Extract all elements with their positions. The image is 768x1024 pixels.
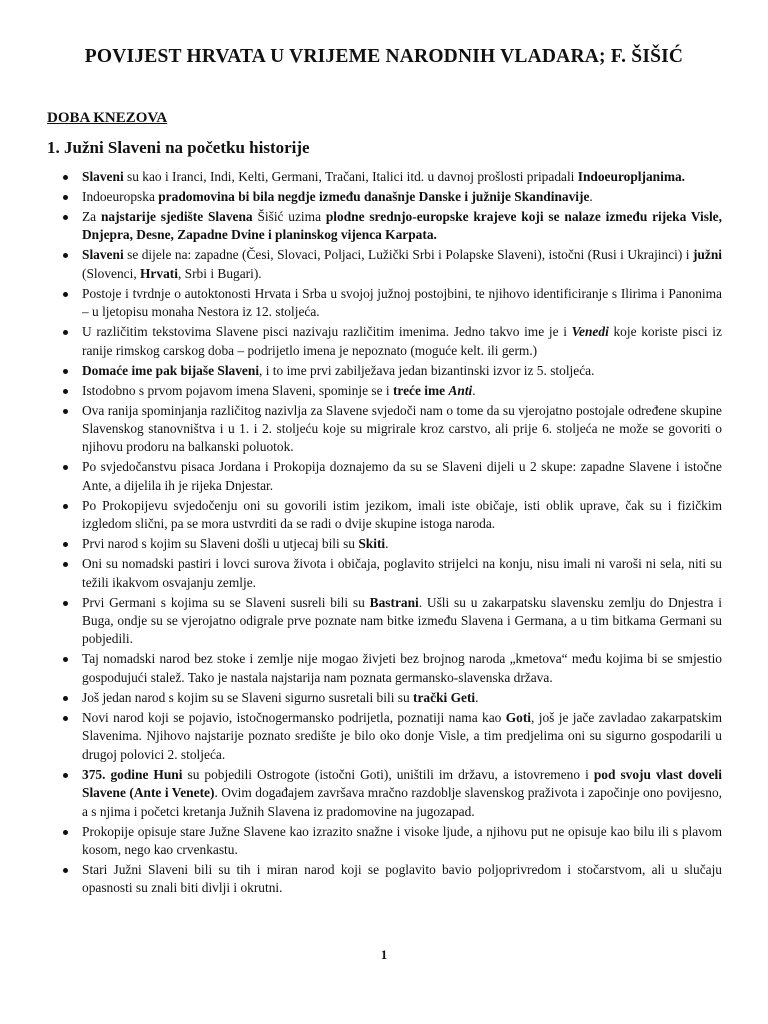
text-run: Anti [448,382,473,398]
text-run: , i to ime prvi zabilježava jedan bizantinski izvor iz 5. stoljeća. [259,362,595,378]
text-run: Za [82,209,101,224]
text-run: Slaveni [82,247,124,263]
bullet-icon [63,601,68,606]
list-item [63,402,722,457]
bullet-icon [63,696,68,701]
text-run: . Ušli su u zakarpatsku slavensku zemlju do Dnjestra i Buga, ondje su se vjerojatno odigrale prve poznate nam bitke između Slavena i Germana, a u tim bitkama Germani su pobjedili. [82,594,722,647]
list-item [63,650,722,687]
bullet-icon [63,716,68,721]
text-run: se dijele na: zapadne (Česi, Slovaci, Poljaci, Lužički Srbi i Polapske Slaveni), istočni (Rusi i Ukrajinci) i [123,247,693,263]
text-run: Po Prokopijevu svjedočenju oni su govorili istim jezikom, imali iste običaje, isti oblik uprave, čak su i fizičkim izgledom slični, pa se mora ustvrditi da se radi o dvije skupine istoga naroda. [82,497,722,532]
bullet-icon [63,504,68,509]
list-item [63,382,722,400]
list-item [63,861,722,898]
text-run: , još je jače zavladao zakarpatskim Slavenima. Njihovo najstarije poznato središte je bilo oko donje Visle, a tim predjelima oni su sigurno gospodarili u drugoj polovici 2. stoljeća. [82,709,722,762]
text-run: U različitim tekstovima Slavene pisci nazivaju različitim imenima. Jedno takvo ime je i [82,324,572,340]
text-run: plodne srednjo-europske krajeve koji se nalaze između rijeka Visle, Dnjepra, Desne, Zapadne Dvine i planinskog vijenca Karpata. [82,209,722,243]
text-run: Istodobno s prvom pojavom imena Slaveni, spominje se i [82,382,393,398]
bullet-icon [63,292,68,297]
section-heading: DOBA KNEZOVA [47,110,168,126]
text-run: Slaveni [82,169,124,184]
list-item [63,323,722,360]
text-run: koje koriste pisci iz ranije rimskog carskog doba – podrijetlo imena je nepoznato (moguće kelt. ili germ.) [82,324,722,358]
text-run: . [589,189,593,204]
text-run: treće ime [392,382,449,398]
list-item [63,362,722,380]
text-run: . [472,382,476,398]
bullet-list [63,168,722,899]
bullet-icon [63,195,68,200]
text-run: , Srbi i Bugari). [177,265,262,281]
bullet-icon [63,542,68,547]
text-run: pod svoju vlast doveli Slavene (Ante i Venete) [82,766,722,801]
bullet-icon [63,409,68,414]
list-item [63,689,722,707]
bullet-icon [63,369,68,374]
text-run: Postoje i tvrdnje o autoktonosti Hrvata i Srba u svojoj južnoj postojbini, te njihovo identificiranje s Ilirima i Panonima – u ljetopisu monaha Nestora iz 12. stoljeća. [82,285,722,320]
bullet-icon [63,830,68,835]
bullet-icon [63,773,68,778]
text-run: Venedi [571,324,609,340]
text-run: Prvi Germani s kojima su se Slaveni susreli bili su [82,594,370,610]
bullet-icon [63,657,68,662]
text-run: Šišić uzima [252,209,326,224]
text-run: su pobjedili Ostrogote (istočni Goti), uništili im državu, a istovremeno i [182,766,594,782]
text-run: . [385,536,389,552]
list-item [63,246,722,283]
text-run: trački Geti [413,689,476,705]
text-run: Po svjedočanstvu pisaca Jordana i Prokopija doznajemo da su se Slaveni dijeli u 2 skupe: zapadne Slavene i istočne Ante, a dijelila ih je rijeka Dnjestar. [82,459,722,493]
bullet-icon [63,562,68,567]
text-run: južni [692,247,722,263]
bullet-icon [63,175,68,180]
list-item [63,208,722,245]
list-item [63,766,722,821]
text-run: Novi narod koji se pojavio, istočnogermansko podrijetla, poznatiji nama kao [82,709,506,725]
text-run: Prvi narod s kojim su Slaveni došli u utjecaj bili su [82,536,359,552]
list-item [63,285,722,322]
list-item [63,555,722,592]
chapter-heading: 1. Južni Slaveni na početku historije [47,138,310,157]
bullet-icon [63,465,68,470]
text-run: Ova ranija spominjanja različitog nazivlja za Slavene svjedoči nam o tome da su vjerojatno postojale određene skupine Slavenskog stanovništva i u 1. i 2. stoljeću koje su migrirale kroz carstvo, ali prije 6. stoljeća ne može se govoriti o njihovu prodoru na balkanski poluotok. [82,402,722,455]
text-run: najstarije sjedište Slavena [100,209,253,224]
text-run: Goti [505,709,532,725]
text-run: (Slovenci, [82,265,141,281]
text-run: Bastrani [369,594,419,610]
page-number: 1 [380,947,388,962]
list-item [63,823,722,860]
text-run: Oni su nomadski pastiri i lovci surova života i običaja, poglavito strijelci na konju, nisu imali ni varoši ni sela, niti su težili ikakvom osvajanju zemlje. [82,556,722,590]
list-item [63,709,722,764]
bullet-icon [63,253,68,258]
text-run: Još jedan narod s kojim su se Slaveni sigurno susretali bili su [82,689,414,705]
text-run: Taj nomadski narod bez stoke i zemlje nije mogao živjeti bez brojnog naroda „kmetova“ među kojima bi se smjestio gospodujući stalež. Tako je nastala najstarija nam poznata germansko-slavenska država. [82,651,722,685]
list-item [63,168,722,186]
text-run: Stari Južni Slaveni bili su tih i miran narod koji se poglavito bavio poljoprivredom i stočarstvom, ali u slučaju opasnosti su znali biti divlji i okrutni. [82,861,722,896]
text-run: . Ovim događajem završava mračno razdoblje slavenskog praživota i započinje ono povijesno, a s njima i početci kretanja Južnih Slavena iz pradomovine na jugozapad. [82,785,722,819]
list-item [63,458,722,495]
text-run: Indoeuropska [82,189,159,204]
text-run: Prokopije opisuje stare Južne Slavene kao izrazito snažne i visoke ljude, a njihovu put ne opisuje kao bilu ili s plavom kosom, nego kao crvenkastu. [82,823,722,857]
list-item [63,535,722,553]
list-item [63,188,722,206]
bullet-icon [63,868,68,873]
text-run: Domaće ime pak bijaše Slaveni [82,362,260,378]
text-run: Indoeuropljanima. [577,169,686,184]
text-run: . [475,689,479,705]
document-title: POVIJEST HRVATA U VRIJEME NARODNIH VLADARA; F. ŠIŠIĆ [84,46,684,67]
bullet-icon [63,330,68,335]
text-run: su kao i Iranci, Indi, Kelti, Germani, Tračani, Italici itd. u davnoj prošlosti pripadali [123,169,578,184]
text-run: Hrvati [140,265,178,281]
list-item [63,594,722,649]
text-run: 375. godine Huni [82,766,183,782]
text-run: pradomovina bi bila negdje između današnje Danske i južnije Skandinavije [158,189,590,204]
bullet-icon [63,389,68,394]
bullet-icon [63,215,68,220]
list-item [63,497,722,534]
text-run: Skiti [358,536,386,552]
